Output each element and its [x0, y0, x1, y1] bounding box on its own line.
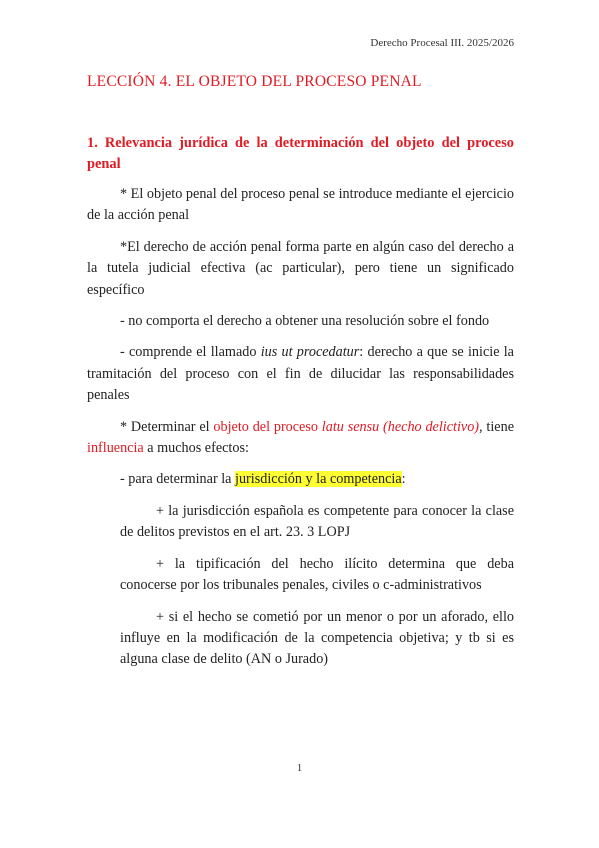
italic-term: ius ut procedatur: [260, 344, 360, 361]
red-term: influencia: [87, 440, 144, 457]
running-header: Derecho Procesal III. 2025/2026: [370, 37, 514, 49]
text-run: - para determinar la: [120, 471, 236, 488]
lesson-title: LECCIÓN 4. EL OBJETO DEL PROCESO PENAL: [87, 73, 422, 90]
red-italic-term: latu sensu (hecho delictivo): [321, 418, 480, 435]
subpoint-tipificacion: + la tipificación del hecho ilícito determina que deba conocerse por los tribunales penales, civiles o c-administrativos: [120, 555, 514, 594]
text-run: a muchos efectos:: [143, 440, 249, 457]
red-term: objeto del proceso: [213, 418, 322, 435]
text-run: : derecho a que se inicie la tramitación del proceso con el fin de dilucidar las responsabilidades penales: [87, 344, 514, 404]
section-heading: 1. Relevancia jurídica de la determinación del objeto del proceso penal: [87, 135, 514, 172]
page-body: [87, 133, 514, 681]
paragraph-jurisdiccion: [87, 469, 514, 490]
paragraph-accion-penal: * El objeto penal del proceso penal se introduce mediante el ejercicio de la acción penal: [87, 186, 514, 224]
paragraph-no-comporta: - no comporta el derecho a obtener una resolución sobre el fondo: [120, 313, 490, 330]
text-run: :: [401, 471, 406, 488]
page-number: 1: [296, 762, 303, 774]
highlighted-term: jurisdicción y la competencia: [235, 471, 402, 488]
paragraph-ius-ut-procedatur: [87, 342, 514, 406]
text-run: * Determinar el: [120, 418, 214, 435]
subpoint-aforado: + si el hecho se cometió por un menor o por un aforado, ello influye en la modificación de la competencia objetiva; y tb si es alguna clase de delito (AN o Jurado): [120, 608, 514, 668]
paragraph-derecho-accion: *El derecho de acción penal forma parte en algún caso del derecho a la tutela judicial efectiva (ac particular), pero tiene un significado específico: [87, 238, 514, 298]
text-run: - comprende el llamado: [120, 344, 261, 361]
subpoint-lopj: + la jurisdicción española es competente para conocer la clase de delitos previstos en el art. 23. 3 LOPJ: [120, 502, 514, 541]
text-run: , tiene: [479, 418, 514, 435]
paragraph-determinar-objeto: [87, 417, 514, 460]
